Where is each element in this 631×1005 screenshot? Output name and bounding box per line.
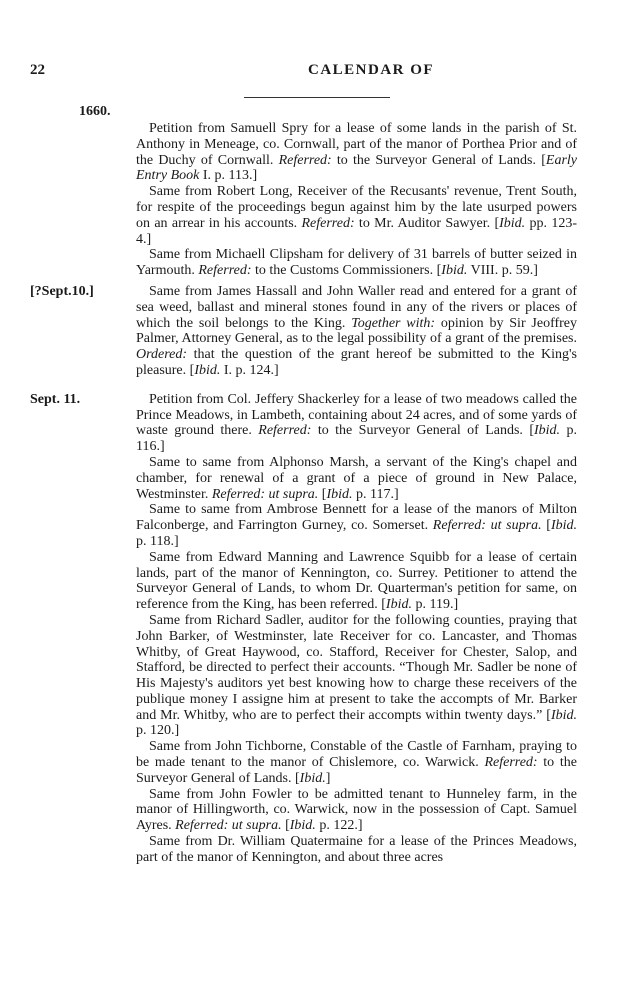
entry-group (0, 284, 631, 379)
calendar-entry: Petition from Samuell Spry for a lease of some lands in the parish of St. Anthony in Meneage, co. Cornwall, part of the manor of Porthea Prior and of the Duchy of Cornwall. Referred: to the Surveyor General of Lands. [Early Entry Book I. p. 113.] (136, 121, 577, 184)
calendar-entry: Same from Robert Long, Receiver of the Recusants' revenue, Trent South, for respite of the proceedings begun against him by the late usurped powers on an arrear in his accounts. Referred: to Mr. Auditor Sawyer. [Ibid. pp. 123-4.] (136, 184, 577, 247)
date-marker: [?Sept.10.] (30, 283, 94, 299)
calendar-entry: Same from Edward Manning and Lawrence Squibb for a lease of certain lands, part of the manor of Kennington, co. Surrey. Petitioner to attend the Surveyor General of Lands, to whom Dr. Quarterman's petition for same, on reference from the King, has been referred. [Ibid. p. 119.] (136, 549, 577, 613)
date-marker: Sept. 11. (30, 391, 81, 407)
calendar-entry: Same to same from Ambrose Bennett for a lease of the manors of Milton Falconberge, and Farrington Gurney, co. Somerset. Referred: ut supra. [Ibid. p. 118.] (136, 502, 577, 549)
calendar-entry: Same from Michaell Clipsham for delivery of 31 barrels of butter seized in Yarmouth. Referred: to the Customs Commissioners. [Ibid. VIII. p. 59.] (136, 247, 577, 279)
calendar-entry: Same to same from Alphonso Marsh, a servant of the King's chapel and chamber, for renewal of a grant of a piece of ground in New Palace, Westminster. Referred: ut supra. [Ibid. p. 117.] (136, 454, 577, 502)
calendar-entry: Petition from Col. Jeffery Shackerley for a lease of two meadows called the Prince Meadows, in Lambeth, containing about 24 acres, and of some yards of waste ground there. Referred: to the Surveyor General of Lands. [Ibid. p. 116.] (136, 391, 577, 455)
calendar-entry: Same from John Tichborne, Constable of the Castle of Farnham, praying to be made tenant to the manor of Chislemore, co. Warwick. Referred: to the Surveyor General of Lands. [Ibid.] (136, 739, 577, 786)
page-header (0, 62, 631, 84)
calendar-entry: Same from Dr. William Quatermaine for a lease of the Princes Meadows, part of the manor of Kennington, and about three acres (136, 834, 577, 865)
calendar-entry: Same from John Fowler to be admitted tenant to Hunneley farm, in the manor of Hillingworth, co. Warwick, now in the possession of Capt. Samuel Ayres. Referred: ut supra. [Ibid. p. 122.] (136, 786, 577, 834)
calendar-entry: Same from James Hassall and John Waller read and entered for a grant of sea weed, ballast and mineral stones found in any of the rivers or places of which the soil belongs to the King. Together with: opinion by Sir Jeoffrey Palmer, Attorney General, as to the legal possibility of a grant of the premises. Ordered: that the question of the grant hereof be submitted to the King's pleasure. [Ibid. I. p. 124.] (136, 283, 578, 378)
header-rule (244, 97, 390, 98)
running-head: CALENDAR OF (308, 62, 435, 78)
calendar-entries (0, 121, 631, 866)
year-marker: 1660. (79, 104, 111, 119)
page-number: 22 (30, 62, 45, 78)
calendar-entry: Same from Richard Sadler, auditor for the following counties, praying that John Barker, of Westminster, late Receiver for co. Lancaster, and Thomas Whitby, of Great Haywood, co. Stafford, Receiver for Chester, Salop, and Stafford, be directed to perfect their accounts. “Though Mr. Sadler be none of His Majesty's auditors yet best knowing how to charge these receivers of the publique money I assigne him at present to take the accompts of Mr. Barker and Mr. Whitby, who are to perfect their accompts within twenty days.” [Ibid. p. 120.] (136, 612, 577, 739)
entry-group (0, 121, 631, 279)
entry-group (0, 392, 631, 866)
